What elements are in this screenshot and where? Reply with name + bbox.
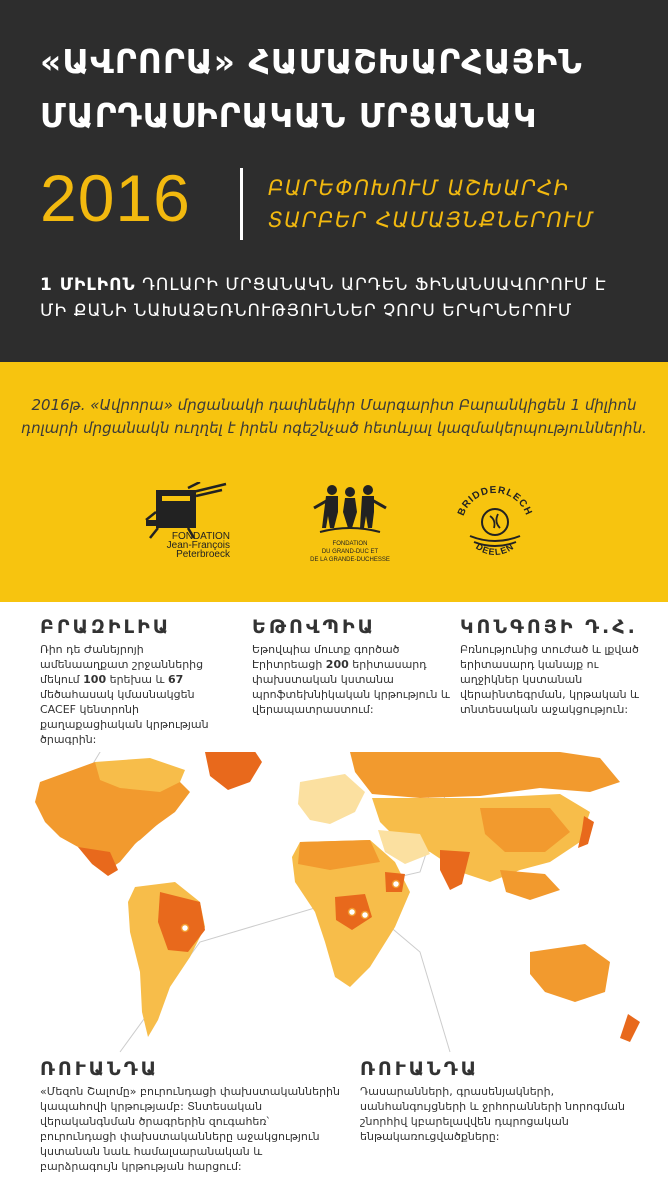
funding-amount: 1 ՄԻԼԻՈՆ [40,275,136,295]
marker-rwanda [362,912,369,919]
ethiopia-title: ԵԹՈՎՊԻԱ [252,616,377,638]
bridderlech-emblem-icon [450,482,540,564]
family-figures-icon [300,482,400,538]
header [0,0,668,362]
svg-text:BRIDDERLECH [456,485,534,518]
page-title-line2: ՄԱՐԴԱՍԻՐԱԿԱՆ ՄՐՑԱՆԱԿ [40,96,538,135]
funding-line1 [40,275,607,295]
europe [298,774,365,824]
russia [350,752,620,798]
rwanda-title-1: ՌՈՒԱՆԴԱ [40,1058,160,1080]
intro-text: 2016թ. «Ավրորա» մրցանակի դափնեկիր Մարգարիտ Բարանկիցեն 1 միլիոն դոլարի մրցանակն ուղղել է իրեն ոգեշնչած հետևյալ կազմակերպություններին. [21,396,647,437]
funding-text: ԴՈԼԱՐԻ ՄՐՑԱՆԱԿՆ ԱՐԴԵՆ ՖԻՆԱՆՍԱՎՈՐՈՒՄ Է [135,275,607,295]
logo1-line3: Peterbroeck [176,549,230,560]
marker-ethiopia [393,881,400,888]
logo2-line2: DU GRAND-DUC ET [321,549,379,555]
bridderlech-deelen-logo [450,482,540,564]
logo1-line1: FONDATION [171,531,230,542]
rwanda-description-2: Դասարանների, գրասենյակների, սանհանգույցների և ջրհորանների նորոգման շնորհիվ կբարելավվեն դպրոցական ենթակառուցվածքները: [360,1085,625,1143]
congo-description: Բռնությունից տուժած և լքված երիտասարդ կանայք ու աղջիկներ կստանան վերաինտեգրման, կրթական և տնտեսական աջակցություն: [460,643,639,716]
logo3-bottom-text: DEELEN [474,541,516,558]
intro-band [0,362,668,602]
world-map [0,752,668,1062]
southeast-asia [500,870,560,900]
svg-text:DEELEN [474,541,516,557]
year: 2016 [40,161,191,235]
india [440,850,470,890]
marker-congo [349,909,356,916]
new-zealand [620,1014,640,1042]
ethiopia-description: Եթովպիա մուտք գործած Էրիտրեացի 200 երիտասարդ փախստական կստանա պրոֆտեխնիկական կրթություն և վերապատրաստում: [252,643,450,716]
marker-brazil [182,925,189,932]
australia [530,944,610,1002]
funding-line2: ՄԻ ՔԱՆԻ ՆԱԽԱՁԵՌՆՈՒԹՅՈՒՆՆԵՐ ՉՈՐՍ ԵՐԿՐՆԵՐՈՒՄ [40,301,573,321]
page-title-line1: «ԱՎՐՈՐԱ» ՀԱՄԱՇԽԱՐՀԱՅԻՆ [40,42,583,81]
subtitle-line2: ՏԱՐԲԵՐ ՀԱՄԱՅՆՔՆԵՐՈՒՄ [268,208,595,232]
peterbroeck-logo [138,482,230,560]
subtitle-line1: ԲԱՐԵՓՈԽՈՒՄ ԱՇԽԱՐՀԻ [268,176,570,200]
logo1-line2: Jean-François [166,540,230,551]
rwanda-description-1: «Մեզոն Շալոմը» բուրունդացի փախստականներին կապահովի կրթությամբ: Տնտեսական վերականգնման ծրագրերին զուգահեռ՝ բուրունդացի փախստականները աջակցություն կստանան նաև համալսարանական և բարձրագույն կրթության հարցում: [40,1085,340,1173]
greenland [205,752,262,790]
brazil-title: ԲՐԱԶԻԼԻԱ [40,616,172,638]
rwanda-title-2: ՌՈՒԱՆԴԱ [360,1058,480,1080]
logo2-line3: DE LA GRANDE-DUCHESSE [310,557,390,563]
logo2-line1: FONDATION [332,541,368,547]
divider [240,168,243,240]
map-section [0,602,668,1200]
brazil-description: Ռիո դե Ժանեյրոյի ամենաաղքատ շրջաններից մեկում 100 երեխա և 67 մեծահասակ կմասնակցեն CACEF կենտրոնի քաղաքացիական կրթության ծրագրին: [40,643,209,746]
logo3-top-text: BRIDDERLECH [455,484,535,518]
grand-duc-logo [300,482,400,562]
congo-title: ԿՈՆԳՈՅԻ Դ.Հ. [460,616,638,638]
